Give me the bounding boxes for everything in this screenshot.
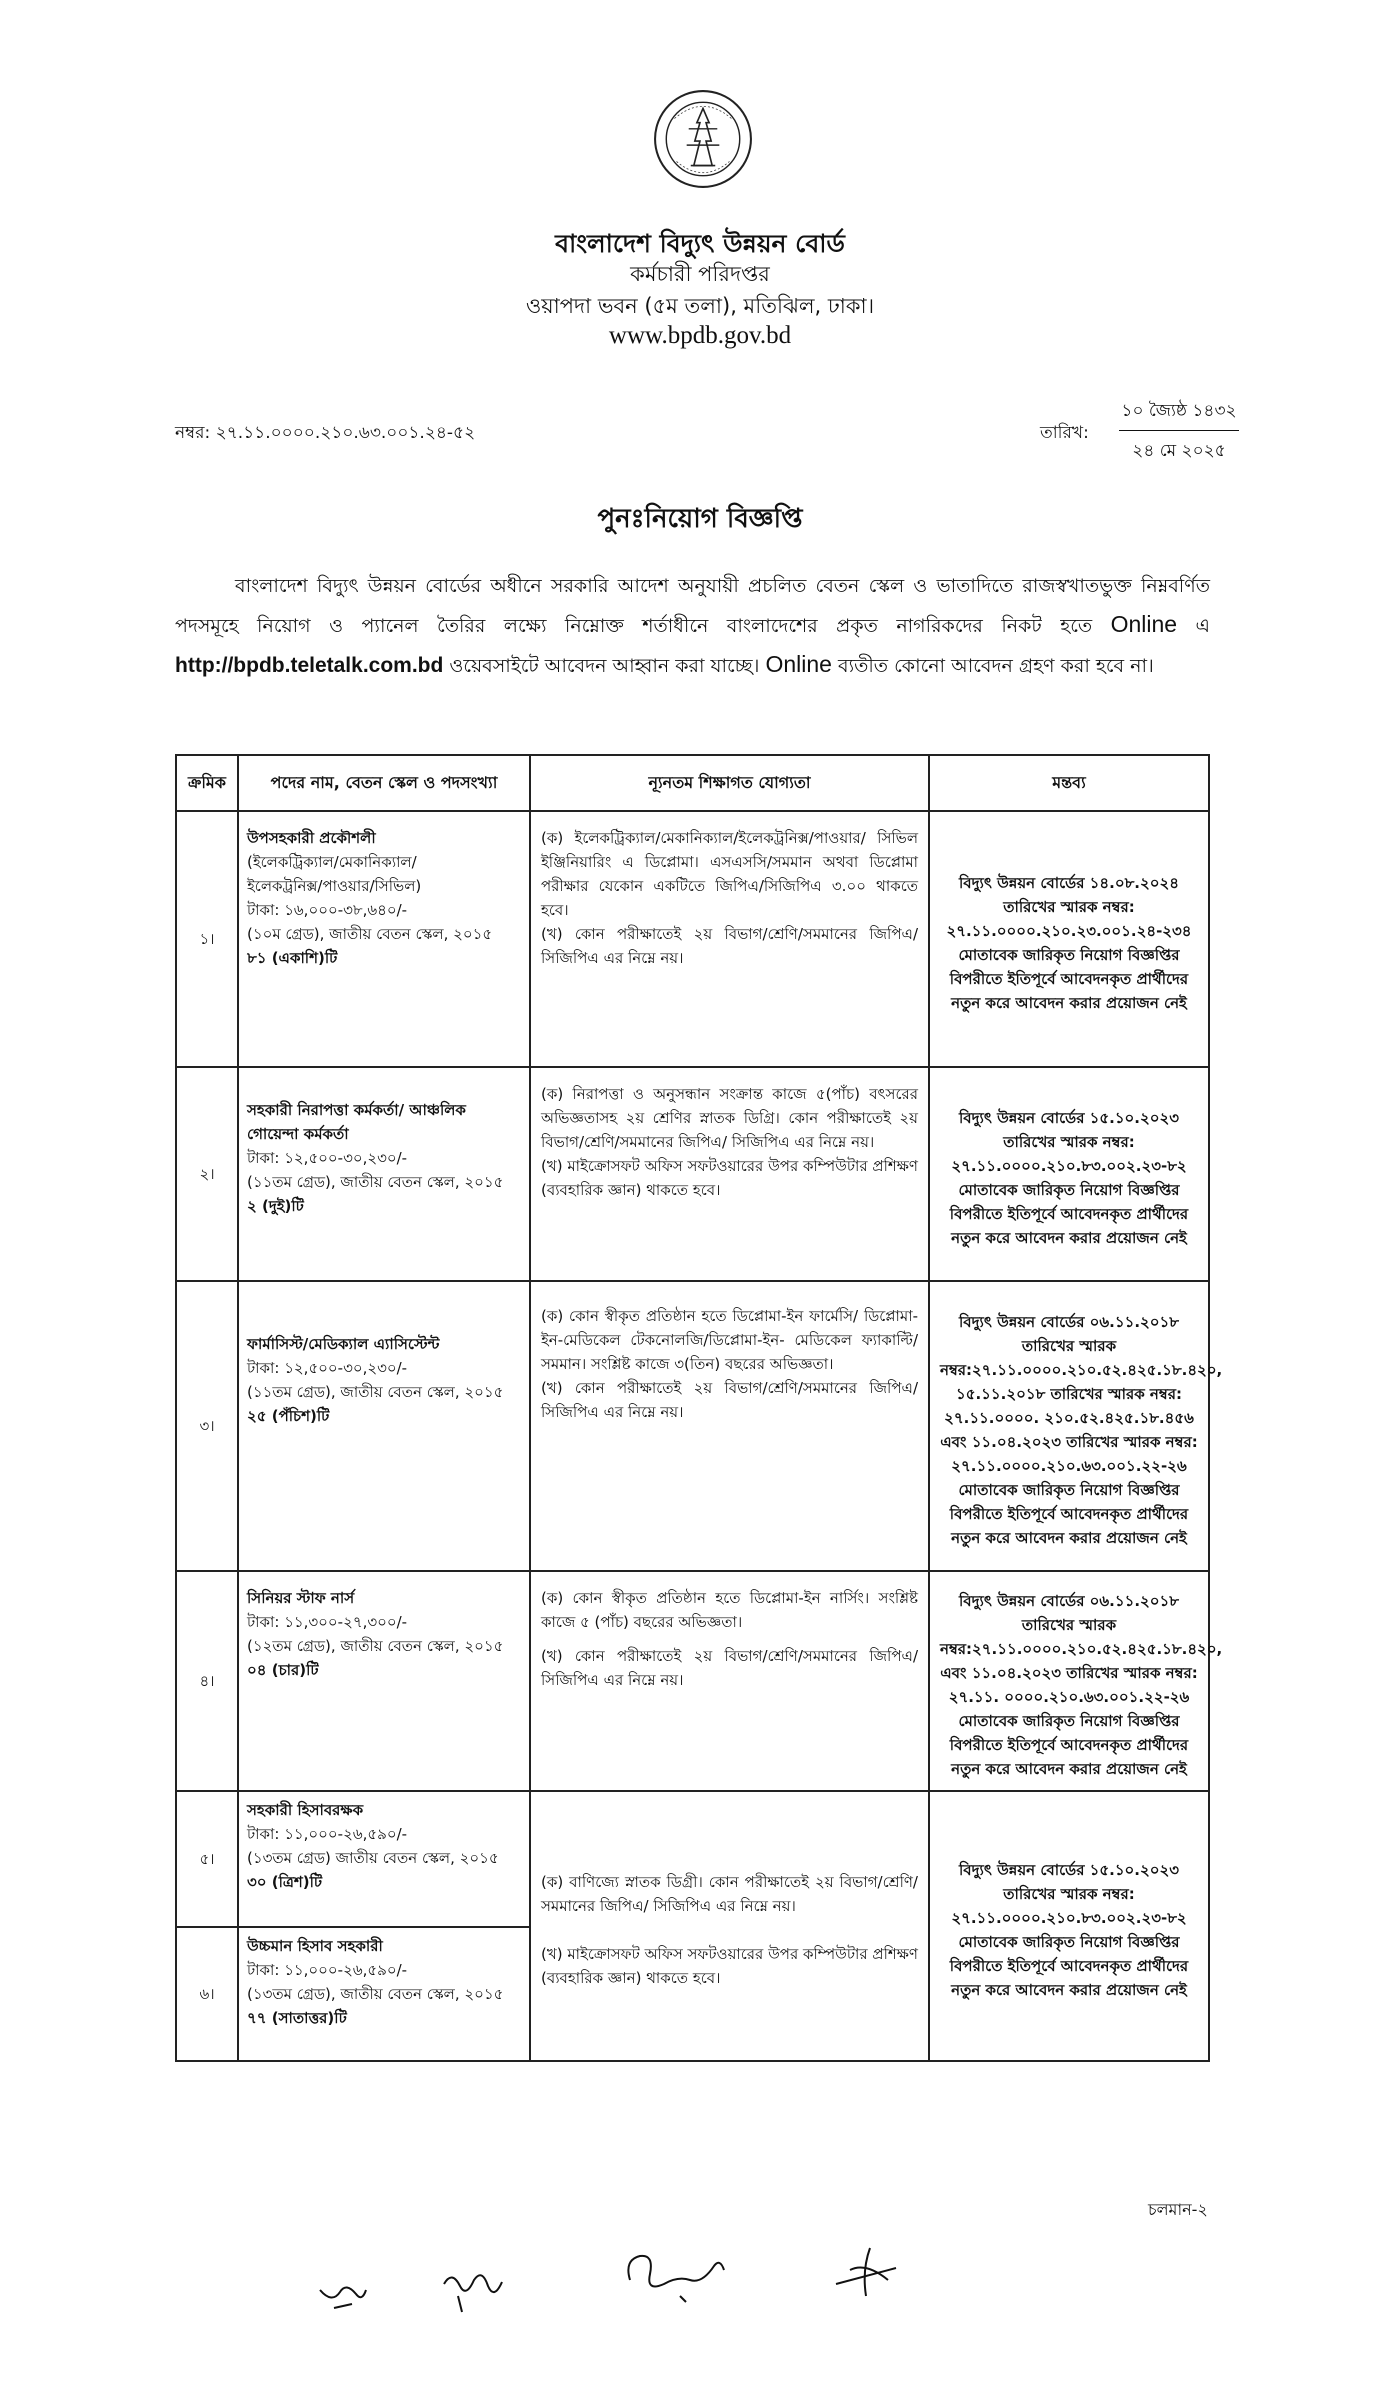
intro-text-2: এ: [1195, 615, 1210, 637]
qualification-item: (খ) কোন পরীক্ষাতেই ২য় বিভাগ/শ্রেণি/সমমানের জিপিএ/ সিজিপিএ এর নিম্নে নয়।: [541, 1647, 918, 1689]
post-count: ৮১ (একাশি)টি: [247, 949, 338, 967]
website-url[interactable]: www.bpdb.gov.bd: [608, 322, 792, 349]
intro-online-2: Online: [765, 651, 832, 677]
posts-table: [175, 754, 1223, 2062]
row-post: [238, 1281, 530, 1571]
row-qualification-shared: [530, 1791, 929, 2061]
post-count: ২৫ (পঁচিশ)টি: [247, 1407, 330, 1425]
row-qualification: [530, 1281, 929, 1571]
continuation-note: চলমান-২: [1148, 2200, 1208, 2219]
row-post: [238, 1571, 530, 1791]
table-row: [176, 1281, 1209, 1571]
bpdb-seal-logo: [652, 88, 754, 190]
qualification-item: (খ) মাইক্রোসফট অফিস সফটওয়ারের উপর কম্পিউটার প্রশিক্ষণ (ব্যবহারিক জ্ঞান) থাকতে হবে।: [541, 1157, 918, 1199]
row-serial: ১।: [176, 811, 238, 1067]
qualification-item: (খ) কোন পরীক্ষাতেই ২য় বিভাগ/শ্রেণি/সমমানের জিপিএ/ সিজিপিএ এর নিম্নে নয়।: [541, 925, 918, 967]
intro-text-1: বাংলাদেশ বিদ্যুৎ উন্নয়ন বোর্ডের অধীনে সরকারি আদেশ অনুযায়ী প্রচলিত বেতন স্কেল ও ভাতাদিতে রাজস্বখাতভুক্ত নিম্নবর্ণিত পদসমূহে নিয়োগ ও প্যানেল তৈরির লক্ষ্যে নিম্নোক্ত শর্তাধীনে বাংলাদেশের প্রকৃত নাগরিকদের নিকট হতে: [175, 575, 1210, 637]
intro-text-3: ওয়েবসাইটে আবেদন আহ্বান করা যাচ্ছে।: [449, 655, 760, 677]
post-count: ০৪ (চার)টি: [247, 1661, 319, 1679]
post-name: সিনিয়র স্টাফ নার্স: [247, 1589, 355, 1607]
signature-initial-1: [312, 2260, 372, 2320]
post-line: টাকা: ১১,০০০-২৬,৫৯০/-: [247, 1825, 408, 1843]
qualification-item: (ক) নিরাপত্তা ও অনুসন্ধান সংক্রান্ত কাজে ৫(পাঁচ) বৎসরের অভিজ্ঞতাসহ ২য় শ্রেণির স্নাতক ডিগ্রি। কোন পরীক্ষাতেই ২য় বিভাগ/শ্রেণি/সমমানের জিপিএ/ সিজিপিএ এর নিম্নে নয়।: [541, 1085, 918, 1151]
post-line: ইলেকট্রনিক্স/পাওয়ার/সিভিল): [247, 877, 422, 895]
row-remarks: বিদ্যুৎ উন্নয়ন বোর্ডের ১৫.১০.২০২৩ তারিখের স্মারক নম্বর: ২৭.১১.০০০০.২১০.৮৩.০০২.২৩-৮২ মোতাবেক জারিকৃত নিয়োগ বিজ্ঞপ্তির বিপরীতে ইতিপূর্বে আবেদনকৃত প্রার্থীদের নতুন করে আবেদন করার প্রয়োজন নেই: [929, 1067, 1209, 1281]
row-qualification: [530, 1571, 929, 1791]
post-line: টাকা: ১৬,০০০-৩৮,৬৪০/-: [247, 901, 408, 919]
header-remarks: মন্তব্য: [929, 755, 1209, 811]
post-line: (১১তম গ্রেড), জাতীয় বেতন স্কেল, ২০১৫: [247, 1383, 504, 1401]
signature-4: [826, 2240, 906, 2310]
post-line: (১০ম গ্রেড), জাতীয় বেতন স্কেল, ২০১৫: [247, 925, 493, 943]
post-name: সহকারী নিরাপত্তা কর্মকর্তা/ আঞ্চলিক গোয়েন্দা কর্মকর্তা: [247, 1101, 466, 1143]
post-count: ২ (দুই)টি: [247, 1197, 304, 1215]
row-remarks: বিদ্যুৎ উন্নয়ন বোর্ডের ১৪.০৮.২০২৪ তারিখের স্মারক নম্বর: ২৭.১১.০০০০.২১০.২৩.০০১.২৪-২৩৪ মোতাবেক জারিকৃত নিয়োগ বিজ্ঞপ্তির বিপরীতে ইতিপূর্বে আবেদনকৃত প্রার্থীদের নতুন করে আবেদন করার প্রয়োজন নেই: [929, 811, 1209, 1067]
post-count: ৩০ (ত্রিশ)টি: [247, 1873, 323, 1891]
signature-3: [620, 2240, 730, 2310]
row-remarks-shared: বিদ্যুৎ উন্নয়ন বোর্ডের ১৫.১০.২০২৩ তারিখের স্মারক নম্বর: ২৭.১১.০০০০.২১০.৮৩.০০২.২৩-৮২ মোতাবেক জারিকৃত নিয়োগ বিজ্ঞপ্তির বিপরীতে ইতিপূর্বে আবেদনকৃত প্রার্থীদের নতুন করে আবেদন করার প্রয়োজন নেই: [929, 1791, 1209, 2061]
office-address: ওয়াপদা ভবন (৫ম তলা), মতিঝিল, ঢাকা।: [525, 294, 875, 318]
post-count: ৭৭ (সাতাত্তর)টি: [247, 2009, 347, 2027]
row-post: [238, 1067, 530, 1281]
notice-title: পুনঃনিয়োগ বিজ্ঞপ্তি: [597, 504, 803, 534]
table-row: [176, 1571, 1209, 1791]
post-line: টাকা: ১১,৩০০-২৭,৩০০/-: [247, 1613, 408, 1631]
row-post: [238, 1791, 530, 1927]
row-qualification: [530, 811, 929, 1067]
signature-initial-2: [438, 2260, 508, 2320]
qualification-item: (ক) বাণিজ্যে স্নাতক ডিগ্রী। কোন পরীক্ষাতেই ২য় বিভাগ/শ্রেণি/সমমানের জিপিএ/ সিজিপিএ এর নিম্নে নয়।: [541, 1873, 918, 1915]
qualification-item: (খ) মাইক্রোসফট অফিস সফটওয়ারের উপর কম্পিউটার প্রশিক্ষণ (ব্যবহারিক জ্ঞান) থাকতে হবে।: [541, 1945, 918, 1987]
row-post: [238, 1927, 530, 2061]
qualification-item: (খ) কোন পরীক্ষাতেই ২য় বিভাগ/শ্রেণি/সমমানের জিপিএ/ সিজিপিএ এর নিম্নে নয়।: [541, 1379, 918, 1421]
post-line: টাকা: ১২,৫০০-৩০,২৩০/-: [247, 1359, 408, 1377]
post-line: (১১তম গ্রেড), জাতীয় বেতন স্কেল, ২০১৫: [247, 1173, 504, 1191]
date-divider: [1119, 430, 1239, 431]
header-serial: ক্রমিক: [176, 755, 238, 811]
row-qualification: [530, 1067, 929, 1281]
row-serial: ২।: [176, 1067, 238, 1281]
row-serial: ৬।: [176, 1927, 238, 2061]
department-name: কর্মচারী পরিদপ্তর: [630, 262, 770, 286]
header-qualification: ন্যূনতম শিক্ষাগত যোগ্যতা: [530, 755, 929, 811]
intro-online-1: Online: [1110, 611, 1178, 637]
qualification-item: (ক) কোন স্বীকৃত প্রতিষ্ঠান হতে ডিপ্লোমা-ইন ফার্মেসি/ ডিপ্লোমা-ইন-মেডিকেল টেকনোলজি/ডিপ্লোমা-ইন- মেডিকেল ফ্যাকাল্টি/সমমান। সংশ্লিষ্ট কাজে ৩(তিন) বছরের অভিজ্ঞতা।: [541, 1307, 918, 1373]
row-remarks: বিদ্যুৎ উন্নয়ন বোর্ডের ০৬.১১.২০১৮ তারিখের স্মারক নম্বর:২৭.১১.০০০০.২১০.৫২.৪২৫.১৮.৪২০, এবং ১১.০৪.২০২৩ তারিখের স্মারক নম্বর: ২৭.১১. ০০০০.২১০.৬৩.০০১.২২-২৬ মোতাবেক জারিকৃত নিয়োগ বিজ্ঞপ্তির বিপরীতে ইতিপূর্বে আবেদনকৃত প্রার্থীদের নতুন করে আবেদন করার প্রয়োজন নেই: [929, 1571, 1209, 1791]
row-remarks: বিদ্যুৎ উন্নয়ন বোর্ডের ০৬.১১.২০১৮ তারিখের স্মারক নম্বর:২৭.১১.০০০০.২১০.৫২.৪২৫.১৮.৪২০, ১৫.১১.২০১৮ তারিখের স্মারক নম্বর: ২৭.১১.০০০০. ২১০.৫২.৪২৫.১৮.৪৫৬ এবং ১১.০৪.২০২৩ তারিখের স্মারক নম্বর: ২৭.১১.০০০০.২১০.৬৩.০০১.২২-২৬ মোতাবেক জারিকৃত নিয়োগ বিজ্ঞপ্তির বিপরীতে ইতিপূর্বে আবেদনকৃত প্রার্থীদের নতুন করে আবেদন করার প্রয়োজন নেই: [929, 1281, 1209, 1571]
date-block: [1040, 398, 1240, 468]
date-label: তারিখ:: [1040, 423, 1089, 443]
post-line: (ইলেকট্রিক্যাল/মেকানিক্যাল/: [247, 853, 417, 871]
table-row: [176, 1791, 1209, 1927]
post-name: উপসহকারী প্রকৌশলী: [247, 829, 376, 847]
post-line: টাকা: ১১,০০০-২৬,৫৯০/-: [247, 1961, 408, 1979]
table-row: [176, 1067, 1209, 1281]
post-name: ফার্মাসিস্ট/মেডিক্যাল এ্যাসিস্টেন্ট: [247, 1335, 440, 1353]
row-serial: ৪।: [176, 1571, 238, 1791]
memo-number: নম্বর: ২৭.১১.০০০০.২১০.৬৩.০০১.২৪-৫২: [175, 423, 476, 443]
organization-name: বাংলাদেশ বিদ্যুৎ উন্নয়ন বোর্ড: [555, 229, 845, 258]
table-header-row: [176, 755, 1209, 811]
qualification-item: (ক) ইলেকট্রিক্যাল/মেকানিক্যাল/ইলেকট্রনিক্স/পাওয়ার/ সিভিল ইঞ্জিনিয়ারিং এ ডিপ্লোমা। এসএসসি/সমমান অথবা ডিপ্লোমা পরীক্ষার যেকোন একটিতে জিপিএ/সিজিপিএ ৩.০০ থাকতে হবে।: [541, 829, 918, 919]
intro-text-4: ব্যতীত কোনো আবেদন গ্রহণ করা হবে না।: [838, 655, 1154, 677]
row-post: [238, 811, 530, 1067]
date-bangla: ১০ জ্যৈষ্ঠ ১৪৩২: [1121, 401, 1237, 421]
row-serial: ৫।: [176, 1791, 238, 1927]
post-line: (১৩তম গ্রেড), জাতীয় বেতন স্কেল, ২০১৫: [247, 1985, 504, 2003]
row-serial: ৩।: [176, 1281, 238, 1571]
intro-paragraph: [175, 567, 1210, 685]
date-english: ২৪ মে ২০২৫: [1132, 441, 1226, 461]
table-row: [176, 811, 1209, 1067]
header-post: পদের নাম, বেতন স্কেল ও পদসংখ্যা: [238, 755, 530, 811]
post-name: সহকারী হিসাবরক্ষক: [247, 1801, 364, 1819]
qualification-item: (ক) কোন স্বীকৃত প্রতিষ্ঠান হতে ডিপ্লোমা-ইন নার্সিং। সংশ্লিষ্ট কাজে ৫ (পাঁচ) বছরের অভিজ্ঞতা।: [541, 1589, 918, 1631]
post-name: উচ্চমান হিসাব সহকারী: [247, 1937, 383, 1955]
post-line: (১২তম গ্রেড), জাতীয় বেতন স্কেল, ২০১৫: [247, 1637, 504, 1655]
post-line: (১৩তম গ্রেড) জাতীয় বেতন স্কেল, ২০১৫: [247, 1849, 499, 1867]
post-line: টাকা: ১২,৫০০-৩০,২৩০/-: [247, 1149, 408, 1167]
teletalk-url-link[interactable]: http://bpdb.teletalk.com.bd: [175, 654, 444, 677]
